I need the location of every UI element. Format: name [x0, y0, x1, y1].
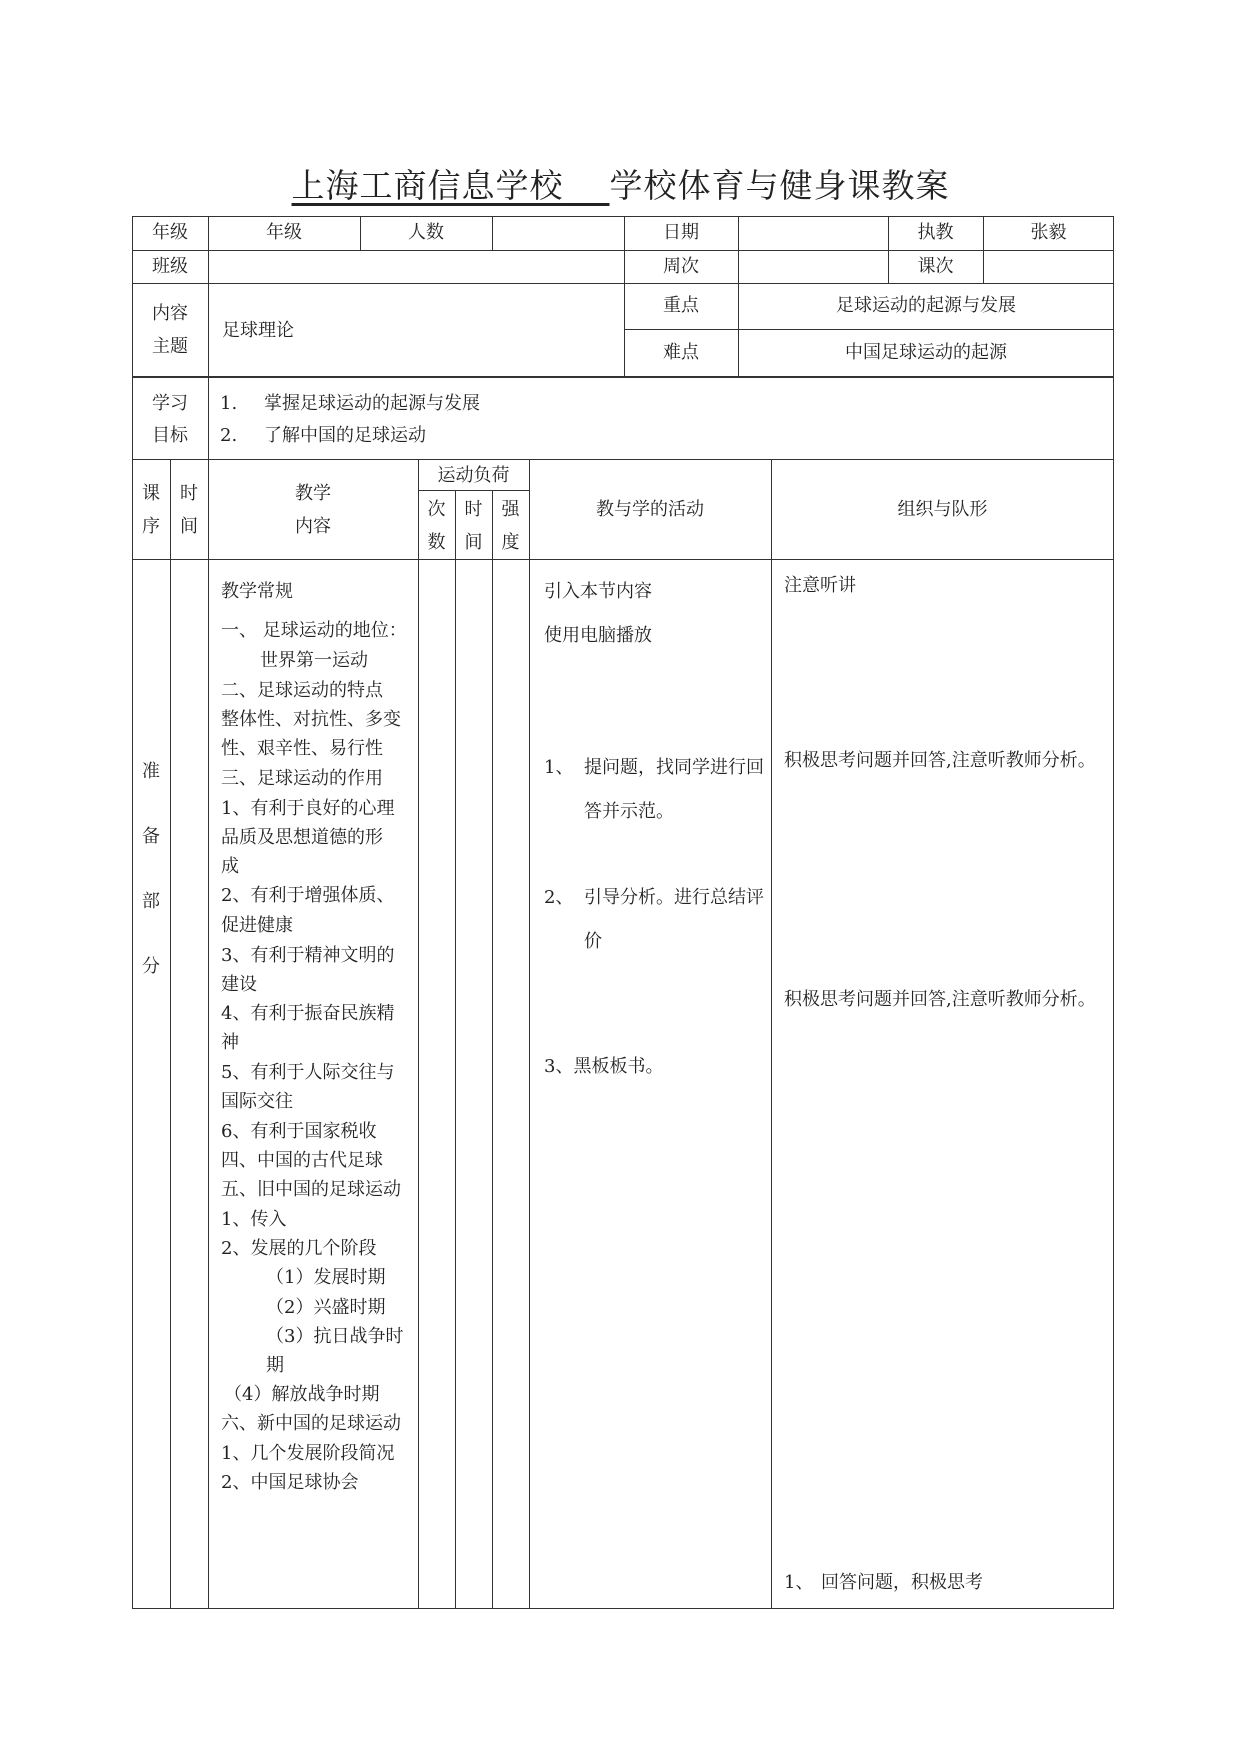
difficulty-label: 难点 [663, 342, 699, 363]
col-load-count-1: 次 [427, 499, 446, 520]
content-line: 神 [221, 1032, 239, 1053]
table-border-right [1113, 216, 1114, 1609]
title-rest: 学校体育与健身课教案 [609, 166, 950, 205]
col-activities: 教与学的活动 [596, 499, 704, 520]
content-line: 二、足球运动的特点 [221, 680, 383, 701]
content-line: 2、有利于增强体质、 [221, 885, 395, 906]
topic-label-2: 主题 [152, 336, 188, 357]
goal-number: 2. [220, 425, 238, 446]
col-divider [455, 490, 456, 1609]
lesson-plan-table [132, 216, 1114, 1609]
content-line: 性、艰辛性、易行性 [221, 738, 383, 759]
row-divider [132, 283, 1114, 284]
content-line: 品质及思想道德的形 [221, 827, 383, 848]
col-divider [529, 459, 530, 1609]
content-line: 教学常规 [221, 581, 293, 602]
content-line: 1、几个发展阶段简况 [221, 1443, 395, 1464]
col-content-1: 教学 [295, 483, 331, 504]
topic-value: 足球理论 [222, 320, 294, 341]
content-line: 3、有利于精神文明的 [221, 945, 395, 966]
table-border-top [132, 216, 1114, 217]
organization-line: 积极思考问题并回答,注意听教师分析。 [784, 989, 1096, 1010]
section-label-char: 部 [142, 891, 160, 912]
organization-line: 回答问题，积极思考 [821, 1572, 983, 1593]
col-load-count-2: 数 [427, 532, 446, 553]
key-value: 足球运动的起源与发展 [836, 295, 1016, 316]
organization-line: 注意听讲 [784, 575, 856, 596]
col-load-time-2: 间 [464, 532, 483, 553]
content-line: （4）解放战争时期 [224, 1384, 380, 1405]
section-label-char: 分 [142, 956, 160, 977]
row-divider [132, 250, 1114, 251]
activity-line: 价 [584, 931, 602, 952]
goal-text: 了解中国的足球运动 [264, 425, 426, 446]
school-name: 上海工商信息学校 [291, 166, 564, 205]
content-line: 一、 足球运动的地位： [221, 620, 407, 641]
goal-text: 掌握足球运动的起源与发展 [264, 393, 480, 414]
col-divider [418, 459, 419, 1609]
organization-line: 积极思考问题并回答,注意听教师分析。 [784, 750, 1096, 771]
content-line: 国际交往 [221, 1091, 293, 1112]
content-line: 三、足球运动的作用 [221, 768, 383, 789]
activity-line: 使用电脑播放 [544, 625, 652, 646]
section-label-char: 备 [142, 826, 160, 847]
row-divider [418, 490, 529, 491]
content-line: （3）抗日战争时 [266, 1326, 404, 1347]
content-line: 5、有利于人际交往与 [221, 1062, 395, 1083]
content-line: 期 [266, 1355, 284, 1376]
col-divider [492, 216, 493, 251]
col-divider [492, 490, 493, 1609]
goal-label-1: 学习 [152, 393, 188, 414]
row-divider [132, 376, 1114, 378]
content-line: （2）兴盛时期 [266, 1297, 386, 1318]
col-divider [170, 459, 171, 1609]
content-line: （1）发展时期 [266, 1267, 386, 1288]
table-border-bottom [132, 1608, 1114, 1609]
content-line: 四、中国的古代足球 [221, 1150, 383, 1171]
activity-number: 2、 [544, 887, 574, 908]
col-time-1: 时 [180, 483, 198, 504]
teacher-label: 执教 [917, 222, 954, 243]
content-line: 1、传入 [221, 1209, 287, 1230]
col-load-time-1: 时 [464, 499, 483, 520]
class-label: 班级 [152, 256, 188, 277]
content-line: 2、中国足球协会 [221, 1472, 359, 1493]
col-time-2: 间 [180, 516, 198, 537]
content-line: 1、有利于良好的心理 [221, 798, 395, 819]
difficulty-value: 中国足球运动的起源 [845, 342, 1007, 363]
col-load-intensity-1: 强 [501, 499, 520, 520]
table-border-left [132, 216, 133, 1609]
activity-number: 1、 [544, 757, 574, 778]
activity-line: 引导分析。进行总结评 [584, 887, 764, 908]
date-label: 日期 [663, 222, 699, 243]
content-line: 2、发展的几个阶段 [221, 1238, 377, 1259]
content-line: 整体性、对抗性、多变 [221, 709, 401, 730]
lesson-label: 课次 [917, 256, 954, 277]
teacher-value: 张毅 [1030, 222, 1067, 243]
row-divider [132, 559, 1114, 560]
content-line: 建设 [221, 974, 257, 995]
grade-label: 年级 [152, 222, 188, 243]
col-order-1: 课 [142, 483, 160, 504]
count-label: 人数 [408, 222, 444, 243]
activity-line: 引入本节内容 [544, 581, 652, 602]
col-load-intensity-2: 度 [501, 532, 520, 553]
grade-value: 年级 [266, 222, 302, 243]
col-divider [208, 459, 209, 1609]
content-line: 六、新中国的足球运动 [221, 1413, 401, 1434]
document-title [0, 160, 1241, 207]
col-organization: 组织与队形 [897, 499, 988, 520]
content-line: 世界第一运动 [260, 650, 368, 671]
col-divider [208, 377, 209, 460]
activity-line: 3、黑板板书。 [544, 1056, 664, 1077]
row-divider [624, 329, 1114, 330]
section-label-char: 准 [142, 761, 160, 782]
activity-line: 答并示范。 [584, 801, 674, 822]
content-line: 促进健康 [221, 915, 293, 936]
col-divider [771, 459, 772, 1609]
goal-number: 1. [220, 393, 238, 414]
key-label: 重点 [663, 295, 699, 316]
content-line: 6、有利于国家税收 [221, 1121, 377, 1142]
col-order-2: 序 [142, 516, 160, 537]
topic-label-1: 内容 [152, 303, 188, 324]
col-load: 运动负荷 [437, 465, 510, 486]
activity-line: 提问题，找同学进行回 [584, 757, 764, 778]
goal-label-2: 目标 [152, 425, 188, 446]
content-line: 成 [221, 856, 239, 877]
title-blank [564, 166, 610, 205]
content-line: 五、旧中国的足球运动 [221, 1179, 401, 1200]
content-line: 4、有利于振奋民族精 [221, 1003, 395, 1024]
week-label: 周次 [663, 256, 699, 277]
col-content-2: 内容 [295, 516, 331, 537]
row-divider [132, 459, 1114, 460]
organization-number: 1、 [784, 1572, 814, 1593]
